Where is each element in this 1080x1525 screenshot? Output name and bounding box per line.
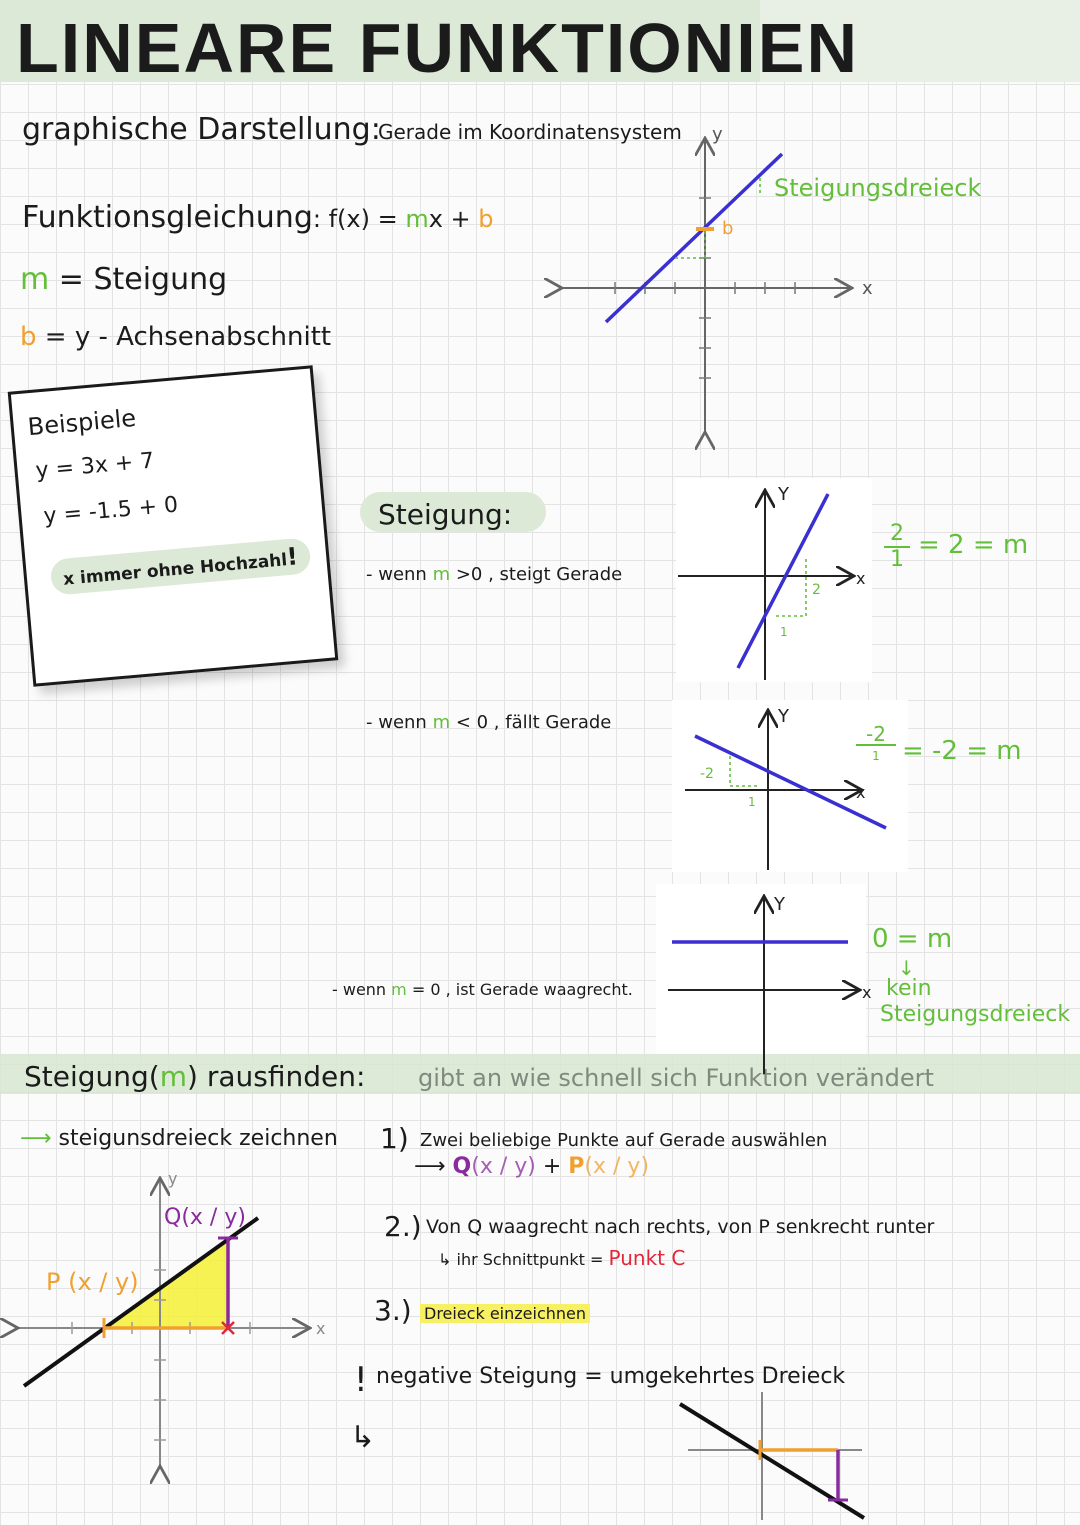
rausfinden-subtitle: gibt an wie schnell sich Funktion verändert (418, 1064, 934, 1092)
graph-rausfinden (16, 1169, 325, 1468)
step3-number: 3.) (374, 1294, 412, 1327)
zero-kein: kein (886, 976, 932, 1001)
zero-kein-dreieck: Steigungsdreieck (880, 1002, 1071, 1027)
neg-result: = -2 = m (902, 736, 1022, 766)
neg-m: m (432, 712, 451, 733)
r-x-label: x (316, 1319, 326, 1338)
graph-positive (678, 484, 865, 680)
m-text: = Steigung (58, 262, 228, 297)
neg-post: < 0 , fällt Gerade (450, 712, 612, 733)
zero-pre: - wenn (332, 980, 392, 999)
neg-y-label: Y (778, 706, 789, 727)
neg-line (695, 736, 886, 828)
graph-negative (685, 706, 886, 870)
rausfinden-m: m (159, 1060, 188, 1093)
pos-post: >0 , steigt Gerade (450, 564, 623, 585)
neg-den: 1 (872, 749, 880, 763)
plus: + (542, 1154, 562, 1179)
q-label: Q (452, 1154, 472, 1179)
graph1-triangle-label: Steigungsdreieck (774, 174, 982, 202)
graph-zero (668, 894, 871, 1074)
step1-arrow: ⟶ (414, 1154, 446, 1179)
zero-post: = 0 , ist Gerade waagrecht. (406, 980, 633, 999)
neg-delta-x: 1 (748, 795, 756, 809)
gleichung-x: x + (428, 205, 479, 233)
neg-x-label: x (856, 783, 866, 802)
neg-num: -2 (856, 724, 896, 746)
schnittpunkt-text: ↳ ihr Schnittpunkt = (438, 1250, 609, 1269)
step1-text: Zwei beliebige Punkte auf Gerade auswählen (420, 1130, 828, 1151)
r-q-label: Q(x / y) (164, 1205, 246, 1230)
steigung-heading: Steigung: (378, 498, 513, 531)
page-title: LINEARE FUNKTIONIEN (16, 9, 859, 87)
step2-text: Von Q waagrecht nach rechts, von P senkrecht runter (426, 1216, 935, 1238)
warning-arrow-icon: ↳ (350, 1420, 376, 1455)
pos-x-label: x (856, 569, 866, 588)
rausfinden-b: ) rausfinden: (187, 1060, 366, 1093)
graph1-line (606, 154, 782, 322)
p-label: P (568, 1154, 585, 1179)
graph1-y-label: y (712, 124, 723, 145)
down-arrow-icon: ↓ (898, 956, 915, 980)
rausfinden-a: Steigung( (24, 1060, 160, 1093)
neg-pre: - wenn (366, 712, 433, 733)
r-p-label: P (x / y) (46, 1268, 139, 1296)
graph-neg-triangle (680, 1392, 864, 1520)
pos-result: = 2 = m (918, 530, 1029, 560)
warning-text: negative Steigung = umgekehrtes Dreieck (376, 1364, 846, 1389)
step2-number: 2.) (384, 1210, 422, 1243)
beispiel-2: y = -1.5 + 0 (42, 492, 180, 530)
zero-m: m (391, 980, 407, 999)
right-arrow-icon: ⟶ (20, 1126, 52, 1151)
m-symbol: m (20, 262, 50, 297)
beispiele-heading: Beispiele (26, 403, 138, 442)
r-y-label: y (168, 1169, 178, 1188)
q-coords: (x / y) (471, 1154, 536, 1179)
b-symbol: b (20, 322, 37, 352)
step3-text: Dreieck einzeichnen (420, 1304, 590, 1323)
warning-icon: ! (354, 1360, 368, 1400)
beispiel-1: y = 3x + 7 (34, 448, 156, 484)
dreieck-zeichnen-text: steigunsdreieck zeichnen (58, 1126, 338, 1151)
pos-m: m (432, 564, 451, 585)
exclamation-icon: ! (285, 542, 299, 572)
pos-num: 2 (884, 522, 910, 548)
graph1-b-label: b (722, 218, 734, 239)
darstellung-label: graphische Darstellung: (22, 112, 381, 147)
punkt-c: Punkt C (608, 1246, 686, 1270)
gleichung-b: b (478, 205, 494, 233)
hochzahl-text: x immer ohne Hochzahl (62, 550, 288, 590)
graph-main (560, 124, 981, 434)
pos-delta-y: 2 (812, 582, 821, 598)
funktionsgleichung-label: Funktionsgleichung (22, 200, 313, 235)
zero-y-label: Y (774, 894, 785, 915)
zero-eq: 0 = m (872, 924, 953, 954)
neg-delta-y: -2 (700, 766, 714, 782)
p-coords: (x / y) (584, 1154, 650, 1179)
graph1-x-label: x (862, 278, 873, 299)
b-text: = y - Achsenabschnitt (44, 322, 332, 352)
gleichung-m: m (405, 205, 429, 233)
pos-y-label: Y (778, 484, 789, 505)
gleichung-prefix: : f(x) = (312, 205, 406, 233)
pos-den: 1 (890, 547, 904, 572)
zero-x-label: x (862, 983, 872, 1002)
pos-delta-x: 1 (780, 625, 788, 639)
darstellung-text: Gerade im Koordinatensystem (378, 120, 682, 144)
step1-number: 1) (380, 1122, 409, 1155)
pos-line (738, 494, 828, 668)
pos-pre: - wenn (366, 564, 433, 585)
